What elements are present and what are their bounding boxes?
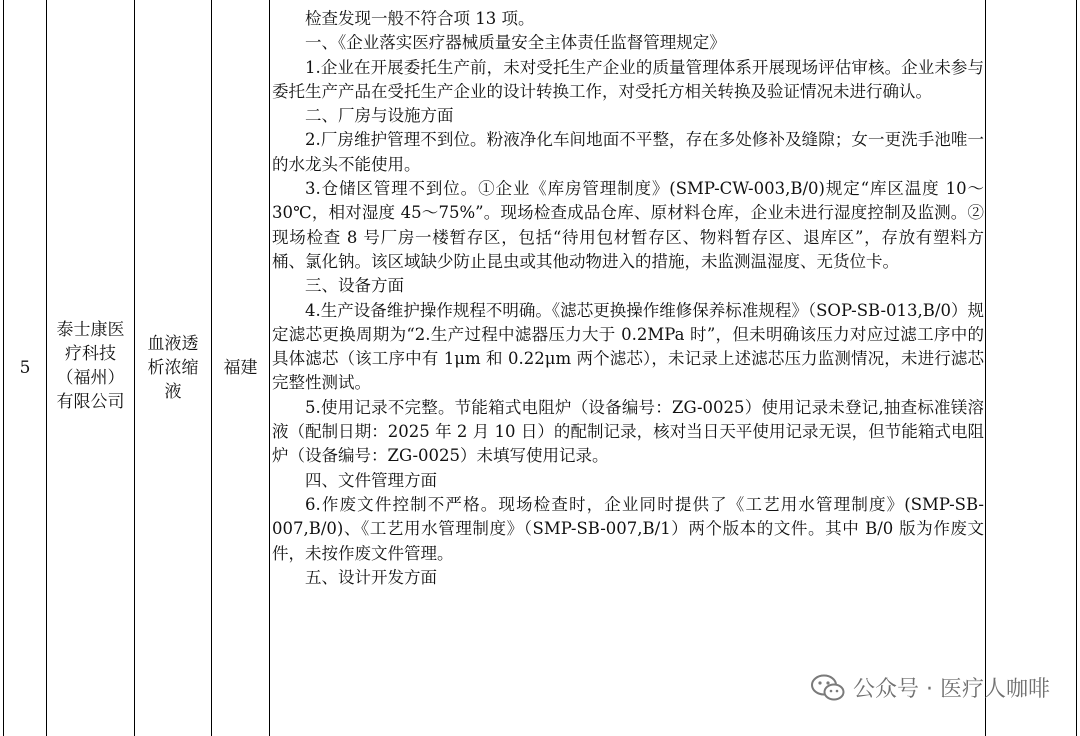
province: 福建: [223, 358, 258, 378]
section-heading: 四、文件管理方面: [305, 470, 437, 490]
product-name: [135, 332, 211, 404]
column-divider: [985, 0, 986, 736]
inspection-findings: [272, 7, 984, 590]
section-heading: 五、设计开发方面: [305, 567, 437, 587]
product-name-line: 液: [164, 382, 182, 402]
company-name: [47, 318, 134, 414]
company-name-line: 泰士康医: [56, 320, 125, 340]
finding-item: 1.企业在开展委托生产前，未对受托生产企业的质量管理体系开展现场评估审核。企业未参与委托生产产品在受托生产企业的设计转换工作，对受托方相关转换及验证情况未进行确认。: [272, 57, 984, 101]
company-name-line: 有限公司: [56, 392, 125, 412]
product-name-line: 血液透: [147, 334, 199, 354]
finding-item: 5.使用记录不完整。节能箱式电阻炉（设备编号：ZG-0025）使用记录未登记,抽查标准镁溶液（配制日期：2025 年 2 月 10 日）的配制记录，核对当日天平使用记录无误，但节能箱式电阻炉（设备编号：ZG-0025）未填写使用记录。: [272, 397, 984, 466]
finding-item: 3.仓储区管理不到位。①企业《库房管理制度》(SMP-CW-003,B/0)规定“库区温度 10～30℃，相对湿度 45～75%”。现场检查成品仓库、原材料仓库，企业未进行湿度控制及监测。②现场检查 8 号厂房一楼暂存区，包括“待用包材暂存区、物料暂存区、退库区”，存放有塑料方桶、氯化钠。该区域缺少防止昆虫或其他动物进入的措施，未监测温湿度、无货位卡。: [272, 179, 984, 271]
finding-item: 2.厂房维护管理不到位。粉液净化车间地面不平整，存在多处修补及缝隙；女一更洗手池唯一的水龙头不能使用。: [272, 130, 984, 174]
company-name-line: （福州）: [56, 368, 125, 388]
finding-item: 4.生产设备维护操作规程不明确。《滤芯更换操作维修保养标准规程》（SOP-SB-013,B/0）规定滤芯更换周期为“2.生产过程中滤器压力大于 0.2MPa 时”，但未明确该压力对应过滤工序中的具体滤芯（该工序中有 1μm 和 0.22μm 两个滤芯），未记录上述滤芯压力监测情况，未进行滤芯完整性测试。: [272, 300, 984, 393]
company-name-line: 疗科技: [65, 344, 116, 364]
section-heading: 二、厂房与设施方面: [305, 106, 454, 126]
column-divider: [269, 0, 270, 736]
row-number: 5: [19, 358, 31, 378]
section-heading: 三、设备方面: [305, 276, 404, 296]
section-heading: 一、《企业落实医疗器械质量安全主体责任监督管理规定》: [305, 33, 726, 53]
watermark: [811, 672, 1050, 703]
watermark-text: 公众号 · 医疗人咖啡: [853, 677, 1050, 702]
table-border-right: [1076, 0, 1077, 736]
findings-summary: 检查发现一般不符合项 13 项。: [305, 9, 535, 28]
product-name-line: 析浓缩: [147, 358, 199, 378]
wechat-icon: [811, 674, 845, 702]
finding-item: 6.作废文件控制不严格。现场检查时，企业同时提供了《工艺用水管理制度》(SMP-SB-007,B/0)、《工艺用水管理制度》（SMP-SB-007,B/1）两个版本的文件。其中 B/0 版为作废文件，未按作废文件管理。: [272, 494, 984, 563]
